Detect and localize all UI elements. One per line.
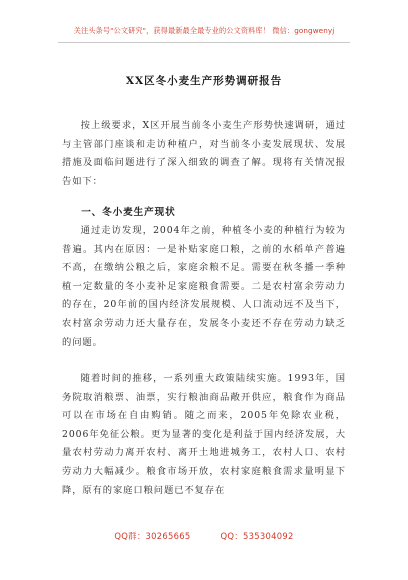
body-paragraph-3: 随着时间的推移，一系列重大政策陆续实施。1993年，国务院取消粮票、油票，实行粮油商品敞开供应，粮食作为商品可以在市场在自由购销。随之而来，2005年免除农业税，2006年免征公粮。更为显著的变化是利益于国内经济发展，大量农村劳动力离开农村、离开土地进城务工，农村人口、农村劳动力大幅减少。粮食市场开放，农村家庭粮食需求量明显下降，原有的家庭口粮问题已不复存在 [62, 373, 346, 496]
intro-paragraph: 按上级要求，X区开展当前冬小麦生产形势快速调研，通过与主管部门座谈和走访种植户，对当前冬小麦发展现状、发展措施及面临问题进行了深入细致的调查了解。现将有关情况报告如下： [62, 120, 346, 187]
header-divider [58, 42, 350, 43]
body-block-2 [62, 370, 346, 500]
header-banner: 关注头条号"公文研究"，获得最新最全最专业的公文资料库！ 微信：gongwenyj [73, 26, 335, 35]
intro-block [62, 117, 346, 191]
document-title: XX区冬小麦生产形势调研报告 [125, 75, 283, 87]
body-paragraph-2: 通过走访发现，2004年之前，种植冬小麦的种植行为较为普遍。其内在原因：一是补贴家庭口粮，之前的水稻单产普遍不高，在缴纳公粮之后，家庭余粮不足。需要在秋冬播一季种植一定数量的冬小麦补足家庭粮食需要。二是农村富余劳动力的存在，20年前的国内经济发展规模、人口流动远不及当下，农村富余劳动力还大量存在，发展冬小麦还不存在劳动力缺乏的问题。 [62, 225, 346, 348]
footer-contact [0, 530, 408, 542]
footer-qq: QQ：535304092 [220, 531, 294, 541]
footer-qq-group: QQ群：30265665 [114, 531, 191, 541]
body-block-1 [62, 222, 346, 352]
section-heading-1: 一、冬小麦生产现状 [81, 207, 176, 218]
